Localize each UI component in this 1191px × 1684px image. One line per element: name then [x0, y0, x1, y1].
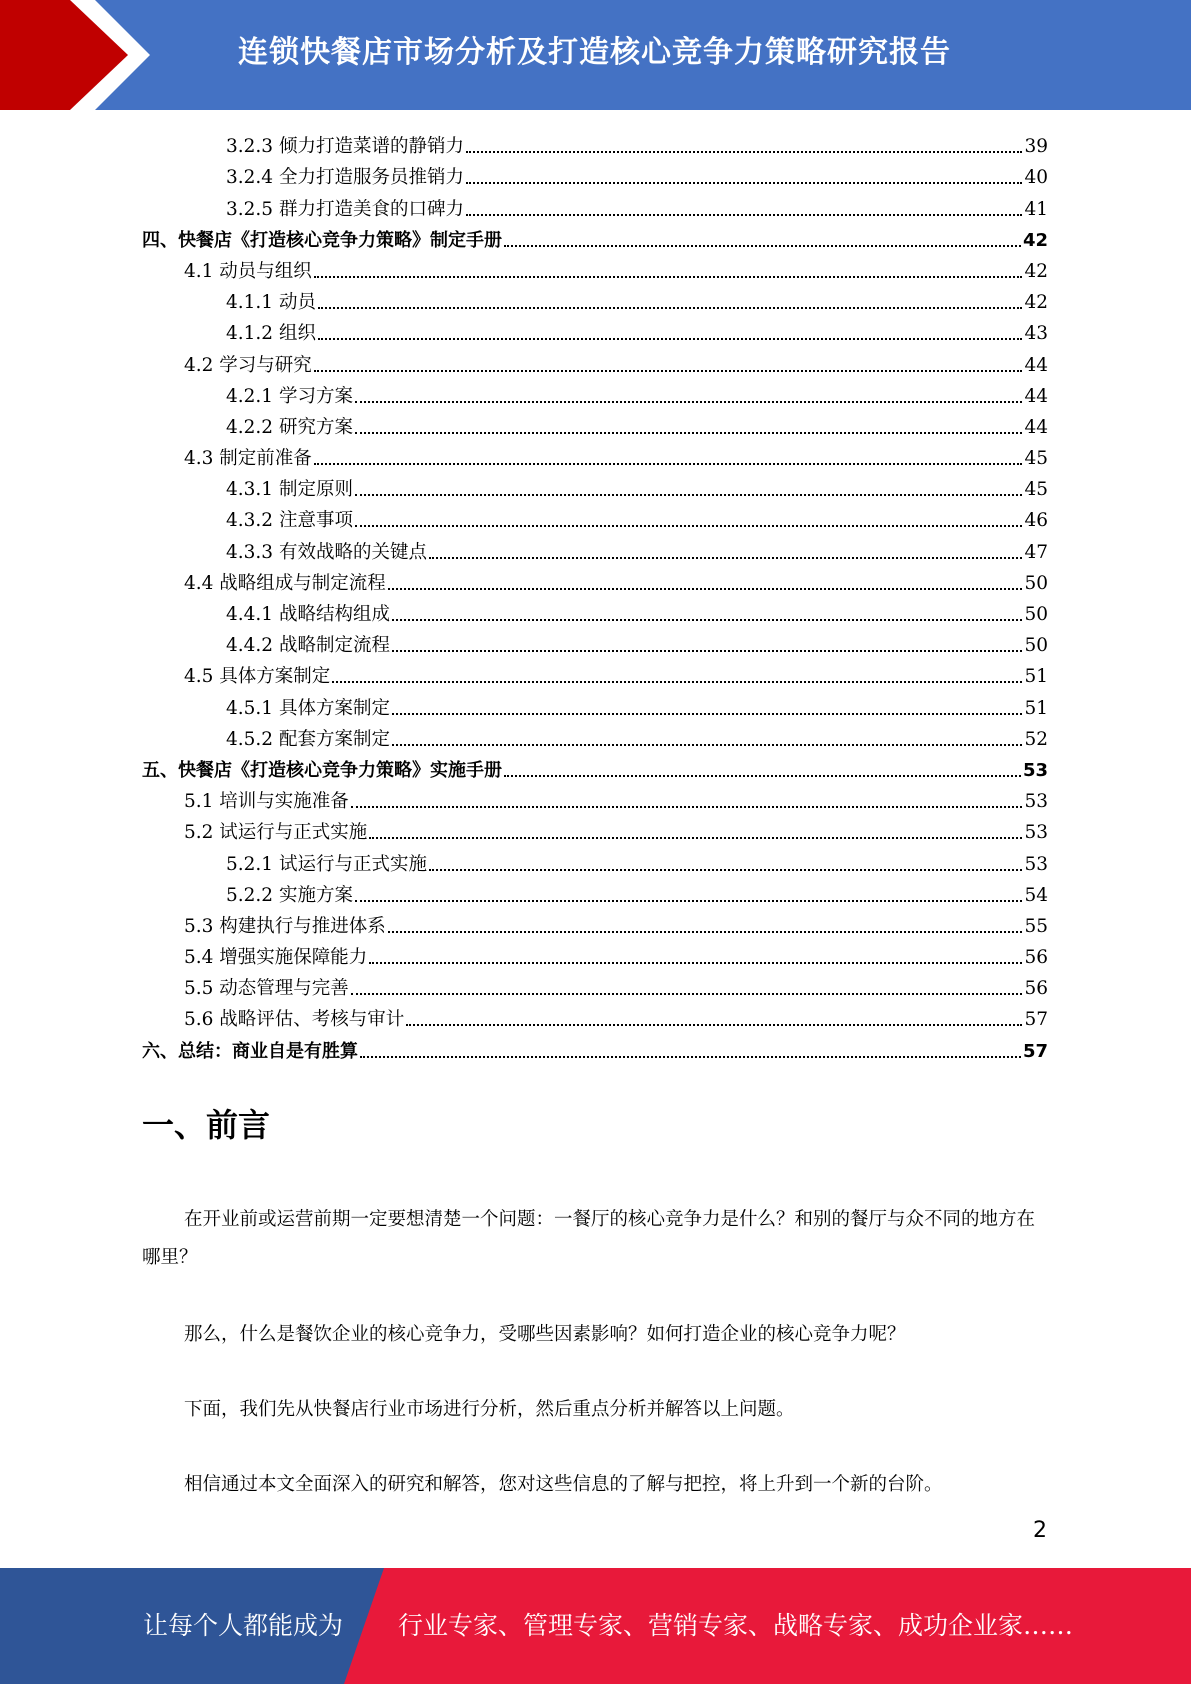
toc-entry[interactable]: [142, 564, 1048, 595]
toc-entry-label: 4.2 学习与研究: [184, 354, 312, 376]
header-arrow-shape: [0, 0, 160, 110]
paragraph: 在开业前或运营前期一定要想清楚一个问题：一餐厅的核心竞争力是什么？和别的餐厅与众不同的地方在哪里？: [142, 1209, 1036, 1268]
toc-entry-page: 45: [1024, 479, 1048, 501]
toc-entry[interactable]: [142, 501, 1048, 532]
toc-entry-label: 4.5 具体方案制定: [184, 666, 331, 688]
toc-entry[interactable]: [142, 532, 1048, 563]
toc-leader-dots: [351, 806, 1023, 808]
toc-entry-page: 57: [1022, 1040, 1048, 1062]
toc-entry-page: 54: [1024, 884, 1048, 906]
toc-entry-label: 5.6 战略评估、考核与审计: [184, 1009, 405, 1031]
toc-entry-page: 50: [1024, 604, 1048, 625]
toc-entry-page: 50: [1024, 635, 1048, 657]
paragraph: 下面，我们先从快餐店行业市场进行分析，然后重点分析并解答以上问题。: [184, 1399, 795, 1420]
toc-leader-dots: [314, 276, 1023, 278]
toc-entry[interactable]: [142, 969, 1048, 1000]
toc-leader-dots: [355, 525, 1023, 527]
toc-entry[interactable]: [142, 876, 1048, 907]
toc-entry[interactable]: [142, 377, 1048, 408]
toc-entry-page: 40: [1024, 167, 1048, 189]
toc-entry[interactable]: [142, 813, 1048, 844]
toc-leader-dots: [466, 214, 1022, 216]
toc-entry-label: 5.2.2 实施方案: [226, 884, 353, 906]
table-of-contents: [142, 127, 1048, 1063]
page-header: [0, 0, 1191, 110]
toc-entry-label: 3.2.3 倾力打造菜谱的静销力: [226, 136, 464, 158]
toc-entry-label: 六、总结：商业自是有胜算: [142, 1040, 358, 1062]
toc-entry-page: 55: [1024, 915, 1048, 937]
toc-entry[interactable]: [142, 1000, 1048, 1031]
toc-entry-label: 4.5.1 具体方案制定: [226, 697, 390, 719]
toc-entry[interactable]: [142, 907, 1048, 938]
toc-entry[interactable]: [142, 844, 1048, 875]
toc-entry-label: 4.1 动员与组织: [184, 260, 312, 282]
toc-leader-dots: [392, 713, 1022, 715]
toc-leader-dots: [406, 1024, 1022, 1026]
toc-entry-label: 5.1 培训与实施准备: [184, 791, 349, 813]
report-title: 连锁快餐店市场分析及打造核心竞争力策略研究报告: [238, 35, 951, 70]
toc-entry-page: 51: [1024, 666, 1048, 688]
footer-slogan-right: 行业专家、管理专家、营销专家、战略专家、成功企业家……: [398, 1611, 1074, 1640]
toc-entry-label: 4.4 战略组成与制定流程: [184, 572, 386, 594]
toc-entry[interactable]: [142, 751, 1048, 782]
toc-entry-page: 56: [1024, 978, 1048, 1000]
toc-leader-dots: [332, 681, 1022, 683]
toc-entry-label: 5.2.1 试运行与正式实施: [226, 853, 427, 875]
toc-leader-dots: [314, 463, 1023, 465]
toc-entry-label: 4.3.2 注意事项: [226, 510, 353, 532]
toc-leader-dots: [355, 494, 1023, 496]
toc-leader-dots: [369, 837, 1022, 839]
toc-entry[interactable]: [142, 314, 1048, 345]
toc-leader-dots: [355, 900, 1023, 902]
toc-entry-page: 52: [1024, 728, 1048, 750]
toc-leader-dots: [504, 775, 1021, 777]
toc-entry-label: 四、快餐店《打造核心竞争力策略》制定手册: [142, 229, 502, 251]
toc-leader-dots: [369, 962, 1022, 964]
section-heading: 一、前言: [142, 1106, 271, 1144]
toc-entry-label: 5.5 动态管理与完善: [184, 978, 349, 1000]
toc-leader-dots: [355, 432, 1023, 434]
toc-entry-page: 56: [1024, 947, 1048, 969]
toc-entry-page: 44: [1024, 354, 1048, 376]
toc-leader-dots: [360, 1056, 1021, 1058]
toc-entry[interactable]: [142, 221, 1048, 252]
toc-entry[interactable]: [142, 782, 1048, 813]
toc-entry-label: 3.2.4 全力打造服务员推销力: [226, 167, 464, 189]
toc-entry-page: 47: [1024, 541, 1048, 563]
toc-entry[interactable]: [142, 595, 1048, 626]
toc-entry-page: 53: [1024, 853, 1048, 875]
toc-leader-dots: [392, 619, 1022, 621]
toc-entry[interactable]: [142, 1031, 1048, 1062]
toc-entry[interactable]: [142, 345, 1048, 376]
toc-entry-label: 五、快餐店《打造核心竞争力策略》实施手册: [142, 759, 502, 781]
toc-entry[interactable]: [142, 189, 1048, 220]
toc-entry-page: 44: [1024, 385, 1048, 407]
toc-entry-label: 4.2.1 学习方案: [226, 385, 353, 407]
toc-leader-dots: [504, 245, 1021, 247]
page-number: 2: [1033, 1518, 1047, 1543]
toc-leader-dots: [429, 869, 1022, 871]
toc-leader-dots: [355, 401, 1023, 403]
paragraph: 那么，什么是餐饮企业的核心竞争力，受哪些因素影响？如何打造企业的核心竞争力呢？: [184, 1324, 906, 1345]
toc-entry-label: 4.1.1 动员: [226, 292, 316, 314]
toc-entry-label: 4.4.1 战略结构组成: [226, 604, 390, 625]
toc-entry-page: 45: [1024, 448, 1048, 470]
toc-entry[interactable]: [142, 470, 1048, 501]
toc-leader-dots: [392, 744, 1022, 746]
toc-leader-dots: [392, 650, 1022, 652]
toc-entry[interactable]: [142, 626, 1048, 657]
footer-slogan-left: 让每个人都能成为: [143, 1611, 344, 1640]
page-footer: [0, 1568, 1191, 1684]
toc-entry-page: 57: [1024, 1009, 1048, 1031]
toc-entry[interactable]: [142, 408, 1048, 439]
toc-entry[interactable]: [142, 439, 1048, 470]
toc-leader-dots: [466, 151, 1022, 153]
toc-entry[interactable]: [142, 158, 1048, 189]
toc-entry-label: 5.2 试运行与正式实施: [184, 822, 368, 844]
toc-entry-label: 4.4.2 战略制定流程: [226, 635, 390, 657]
toc-leader-dots: [466, 182, 1022, 184]
toc-entry-page: 42: [1024, 260, 1048, 282]
toc-entry-label: 4.3 制定前准备: [184, 448, 312, 470]
toc-entry-page: 50: [1024, 572, 1048, 594]
toc-entry-page: 46: [1024, 510, 1048, 532]
toc-entry-page: 42: [1022, 229, 1048, 251]
toc-entry-label: 4.1.2 组织: [226, 323, 316, 345]
toc-entry[interactable]: [142, 657, 1048, 688]
toc-entry-label: 5.4 增强实施保障能力: [184, 947, 368, 969]
toc-entry[interactable]: [142, 938, 1048, 969]
toc-entry[interactable]: [142, 283, 1048, 314]
toc-leader-dots: [314, 370, 1023, 372]
toc-entry-page: 53: [1022, 759, 1048, 781]
toc-entry-page: 43: [1024, 323, 1048, 345]
toc-entry[interactable]: [142, 252, 1048, 283]
toc-entry-page: 44: [1024, 416, 1048, 438]
paragraph: 相信通过本文全面深入的研究和解答，您对这些信息的了解与把控，将上升到一个新的台阶。: [184, 1474, 943, 1495]
toc-entry[interactable]: [142, 688, 1048, 719]
toc-entry-page: 53: [1024, 791, 1048, 813]
toc-entry-label: 4.3.3 有效战略的关键点: [226, 541, 427, 563]
toc-leader-dots: [388, 588, 1023, 590]
toc-entry-page: 39: [1024, 136, 1048, 158]
toc-entry-label: 3.2.5 群力打造美食的口碑力: [226, 198, 464, 220]
toc-entry-page: 41: [1024, 198, 1048, 220]
toc-entry-label: 4.3.1 制定原则: [226, 479, 353, 501]
toc-entry-page: 53: [1024, 822, 1048, 844]
toc-leader-dots: [429, 557, 1022, 559]
toc-entry-page: 42: [1024, 292, 1048, 314]
toc-entry[interactable]: [142, 127, 1048, 158]
toc-entry-label: 4.2.2 研究方案: [226, 416, 353, 438]
toc-entry[interactable]: [142, 720, 1048, 751]
toc-leader-dots: [318, 338, 1023, 340]
toc-leader-dots: [351, 993, 1023, 995]
toc-entry-label: 5.3 构建执行与推进体系: [184, 915, 386, 937]
toc-entry-label: 4.5.2 配套方案制定: [226, 728, 390, 750]
toc-leader-dots: [388, 931, 1023, 933]
toc-leader-dots: [318, 307, 1023, 309]
toc-entry-page: 51: [1024, 697, 1048, 719]
